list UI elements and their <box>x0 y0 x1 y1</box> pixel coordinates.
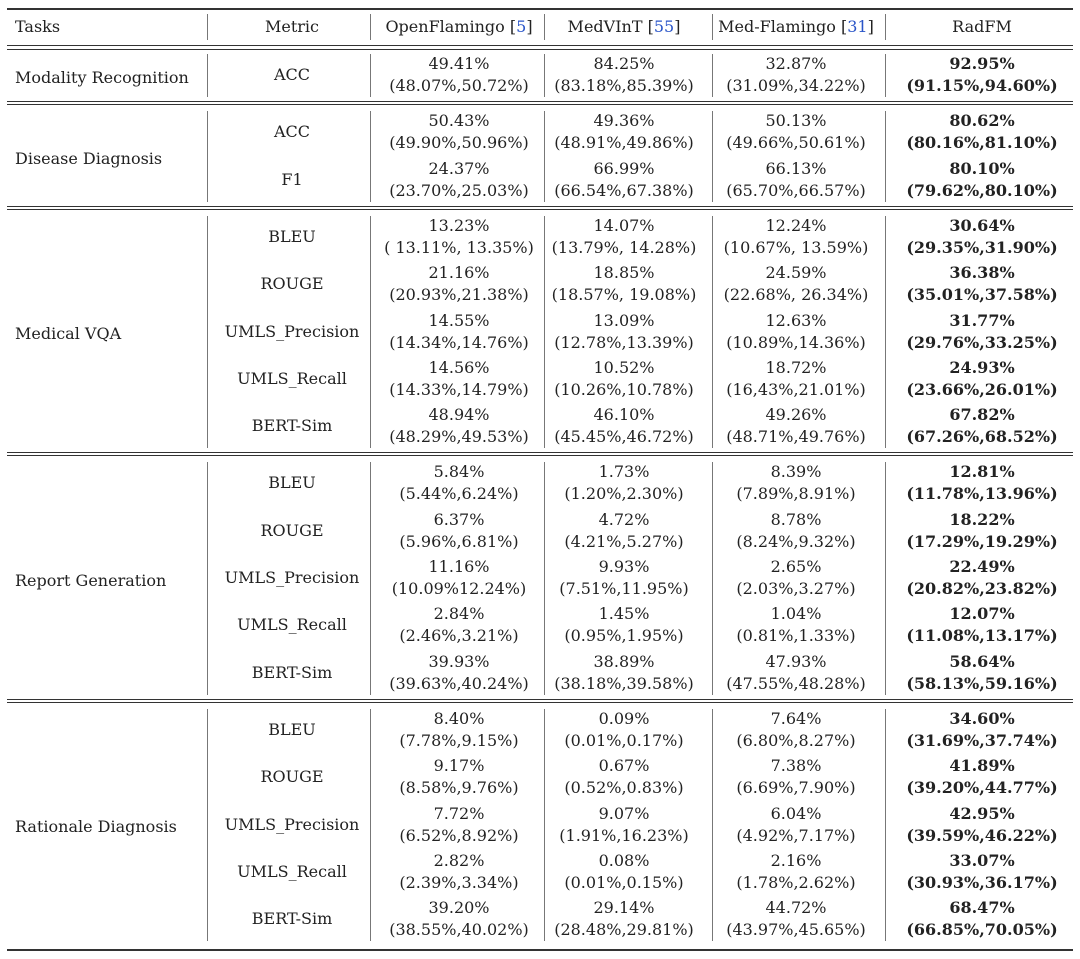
model-name: Med-Flamingo <box>718 17 836 36</box>
metric-value: 46.10% <box>593 405 655 425</box>
metric-value: 18.22% <box>949 509 1015 529</box>
metric-value: 14.56% <box>428 357 490 377</box>
confidence-interval: (28.48%,29.81%) <box>554 920 694 940</box>
metric-value: 6.37% <box>433 509 485 529</box>
column-divider <box>544 54 545 97</box>
confidence-interval: (11.78%,13.96%) <box>906 484 1058 504</box>
metric-value: 14.07% <box>593 215 655 235</box>
metric-value: 38.89% <box>593 651 655 671</box>
confidence-interval: (47.55%,48.28%) <box>726 673 866 693</box>
confidence-interval: (10.26%,10.78%) <box>554 379 694 399</box>
section-rule-second <box>7 209 1073 210</box>
metric-value: 66.99% <box>593 158 655 178</box>
section-rule <box>7 101 1073 102</box>
metric-value: 92.95% <box>949 54 1015 73</box>
confidence-interval: (48.71%,49.76%) <box>726 427 866 447</box>
metric-label: UMLS_Precision <box>224 321 360 341</box>
metric-value: 14.55% <box>428 310 490 330</box>
confidence-interval: (23.70%,25.03%) <box>389 180 529 200</box>
header-column-divider <box>712 14 713 40</box>
confidence-interval: (16,43%,21.01%) <box>726 379 866 399</box>
confidence-interval: (8.58%,9.76%) <box>399 778 519 798</box>
confidence-interval: (18.57%, 19.08%) <box>551 285 697 305</box>
confidence-interval: (80.16%,81.10%) <box>906 133 1058 153</box>
metric-value: 12.63% <box>765 310 827 330</box>
metric-label: UMLS_Recall <box>237 615 347 635</box>
confidence-interval: (29.76%,33.25%) <box>906 332 1058 352</box>
column-divider <box>712 54 713 97</box>
metric-value: 49.36% <box>593 111 655 131</box>
confidence-interval: (39.20%,44.77%) <box>906 778 1058 798</box>
metric-value: 12.07% <box>949 604 1015 624</box>
metric-value: 33.07% <box>949 850 1015 870</box>
header-model-medvint: MedVInT [55] <box>567 17 681 36</box>
confidence-interval: (12.78%,13.39%) <box>554 332 694 352</box>
column-divider <box>885 709 886 942</box>
confidence-interval: (30.93%,36.17%) <box>906 872 1058 892</box>
header-tasks: Tasks <box>15 17 61 36</box>
metric-value: 49.26% <box>765 405 827 425</box>
column-divider <box>712 111 713 202</box>
confidence-interval: (13.79%, 14.28%) <box>551 237 697 257</box>
confidence-interval: (83.18%,85.39%) <box>554 76 694 95</box>
confidence-interval: (23.66%,26.01%) <box>906 379 1058 399</box>
confidence-interval: (1.20%,2.30%) <box>564 484 684 504</box>
header-column-divider <box>370 14 371 40</box>
top-rule <box>7 8 1073 10</box>
metric-label: BERT-Sim <box>251 416 333 436</box>
metric-value: 24.59% <box>765 263 827 283</box>
header-model-med-flamingo: Med-Flamingo [31] <box>718 17 874 36</box>
confidence-interval: (6.52%,8.92%) <box>399 825 519 845</box>
task-label: Modality Recognition <box>15 67 189 87</box>
metric-value: 58.64% <box>949 651 1015 671</box>
column-divider <box>544 709 545 942</box>
metric-value: 4.72% <box>598 509 650 529</box>
header-model-radfm: RadFM <box>952 17 1012 36</box>
metric-value: 7.64% <box>770 708 822 728</box>
confidence-interval: (66.85%,70.05%) <box>906 920 1058 940</box>
confidence-interval: (14.33%,14.79%) <box>389 379 529 399</box>
header-metric: Metric <box>264 17 320 36</box>
metric-label: BLEU <box>268 719 316 739</box>
section-rule-second <box>7 702 1073 703</box>
column-divider <box>370 54 371 97</box>
confidence-interval: (14.34%,14.76%) <box>389 332 529 352</box>
column-divider <box>544 216 545 449</box>
metric-label: BERT-Sim <box>251 662 333 682</box>
column-divider <box>370 462 371 695</box>
metric-value: 80.62% <box>949 111 1015 131</box>
metric-value: 7.38% <box>770 756 822 776</box>
metric-label: BERT-Sim <box>251 909 333 929</box>
metric-value: 10.52% <box>593 357 655 377</box>
metric-value: 12.24% <box>765 215 827 235</box>
citation-link[interactable]: 31 <box>847 17 868 36</box>
confidence-interval: (10.09%12.24%) <box>391 579 527 598</box>
confidence-interval: (31.09%,34.22%) <box>726 76 866 95</box>
confidence-interval: (31.69%,37.74%) <box>906 730 1058 750</box>
confidence-interval: (20.82%,23.82%) <box>906 579 1058 598</box>
metric-label: ROUGE <box>260 767 324 787</box>
task-label: Rationale Diagnosis <box>15 817 177 837</box>
metric-value: 36.38% <box>949 263 1015 283</box>
column-divider <box>885 462 886 695</box>
metric-value: 50.43% <box>428 111 490 131</box>
metric-value: 29.14% <box>593 898 655 918</box>
column-divider <box>885 54 886 97</box>
confidence-interval: (48.91%,49.86%) <box>554 133 694 153</box>
confidence-interval: (10.67%, 13.59%) <box>723 237 869 257</box>
metric-value: 49.41% <box>428 54 490 73</box>
metric-value: 9.17% <box>433 756 485 776</box>
citation-link[interactable]: 55 <box>653 17 675 36</box>
metric-value: 42.95% <box>949 803 1015 823</box>
confidence-interval: (20.93%,21.38%) <box>389 285 529 305</box>
metric-label: ACC <box>273 122 311 142</box>
confidence-interval: (5.44%,6.24%) <box>399 484 519 504</box>
model-name: MedVInT <box>567 17 643 36</box>
confidence-interval: (6.69%,7.90%) <box>736 778 856 798</box>
confidence-interval: (1.91%,16.23%) <box>559 825 689 845</box>
metric-value: 21.16% <box>428 263 490 283</box>
metric-value: 30.64% <box>949 215 1015 235</box>
confidence-interval: (39.59%,46.22%) <box>906 825 1058 845</box>
confidence-interval: (8.24%,9.32%) <box>736 531 856 551</box>
metric-value: 24.93% <box>949 357 1015 377</box>
metric-value: 41.89% <box>949 756 1015 776</box>
confidence-interval: (11.08%,13.17%) <box>906 626 1058 646</box>
confidence-interval: (0.01%,0.15%) <box>564 872 684 892</box>
confidence-interval: (67.26%,68.52%) <box>906 427 1058 447</box>
metric-value: 68.47% <box>949 898 1015 918</box>
confidence-interval: (79.62%,80.10%) <box>906 180 1058 200</box>
confidence-interval: (43.97%,45.65%) <box>726 920 866 940</box>
confidence-interval: (0.81%,1.33%) <box>736 626 856 646</box>
column-divider <box>885 111 886 202</box>
metric-value: 0.09% <box>598 708 650 728</box>
confidence-interval: (35.01%,37.58%) <box>906 285 1058 305</box>
column-divider <box>207 111 208 202</box>
confidence-interval: (7.89%,8.91%) <box>736 484 856 504</box>
confidence-interval: (2.46%,3.21%) <box>399 626 519 646</box>
metric-value: 2.65% <box>770 557 822 576</box>
metric-value: 44.72% <box>765 898 827 918</box>
metric-value: 18.72% <box>765 357 827 377</box>
metric-value: 67.82% <box>949 405 1015 425</box>
metric-value: 80.10% <box>949 158 1015 178</box>
column-divider <box>712 462 713 695</box>
confidence-interval: (0.01%,0.17%) <box>564 730 684 750</box>
metric-value: 1.45% <box>598 604 650 624</box>
metric-label: BLEU <box>268 226 316 246</box>
column-divider <box>207 54 208 97</box>
metric-value: 18.85% <box>593 263 655 283</box>
column-divider <box>712 709 713 942</box>
section-rule-second <box>7 455 1073 456</box>
metric-value: 5.84% <box>433 462 485 482</box>
column-divider <box>885 216 886 449</box>
metric-label: UMLS_Recall <box>237 861 347 881</box>
metric-value: 8.39% <box>770 462 822 482</box>
confidence-interval: (29.35%,31.90%) <box>906 237 1058 257</box>
metric-value: 9.07% <box>598 803 650 823</box>
header-rule-second <box>7 49 1073 50</box>
citation-link[interactable]: 5 <box>516 17 527 36</box>
metric-value: 84.25% <box>593 54 655 73</box>
column-divider <box>544 462 545 695</box>
metric-label: UMLS_Recall <box>237 368 347 388</box>
column-divider <box>370 111 371 202</box>
section-rule <box>7 206 1073 207</box>
confidence-interval: (0.52%,0.83%) <box>564 778 684 798</box>
metric-value: 1.04% <box>770 604 822 624</box>
confidence-interval: (17.29%,19.29%) <box>906 531 1058 551</box>
metric-label: F1 <box>281 169 303 189</box>
column-divider <box>370 216 371 449</box>
metric-value: 50.13% <box>765 111 827 131</box>
metric-value: 66.13% <box>765 158 827 178</box>
metric-value: 2.16% <box>770 850 822 870</box>
metric-label: ACC <box>273 65 311 84</box>
confidence-interval: (48.29%,49.53%) <box>389 427 529 447</box>
confidence-interval: (4.21%,5.27%) <box>564 531 684 551</box>
metric-value: 39.20% <box>428 898 490 918</box>
confidence-interval: (0.95%,1.95%) <box>564 626 684 646</box>
metric-value: 2.84% <box>433 604 485 624</box>
task-label: Medical VQA <box>15 324 122 344</box>
metric-value: 13.23% <box>428 215 490 235</box>
metric-value: 31.77% <box>949 310 1015 330</box>
results-table <box>7 8 1073 952</box>
metric-value: 8.78% <box>770 509 822 529</box>
task-label: Report Generation <box>15 570 167 590</box>
confidence-interval: (22.68%, 26.34%) <box>723 285 869 305</box>
column-divider <box>207 216 208 449</box>
confidence-interval: (5.96%,6.81%) <box>399 531 519 551</box>
header-model-openflamingo: OpenFlamingo [5] <box>385 17 533 36</box>
confidence-interval: ( 13.11%, 13.35%) <box>384 237 534 257</box>
metric-value: 39.93% <box>428 651 490 671</box>
metric-value: 1.73% <box>598 462 650 482</box>
confidence-interval: (58.13%,59.16%) <box>906 673 1058 693</box>
section-rule-second <box>7 104 1073 105</box>
metric-value: 2.82% <box>433 850 485 870</box>
metric-value: 0.08% <box>598 850 650 870</box>
metric-value: 22.49% <box>949 557 1015 576</box>
confidence-interval: (4.92%,7.17%) <box>736 825 856 845</box>
metric-value: 48.94% <box>428 405 490 425</box>
metric-value: 8.40% <box>433 708 485 728</box>
metric-value: 32.87% <box>765 54 827 73</box>
section-rule <box>7 699 1073 700</box>
metric-value: 12.81% <box>949 462 1015 482</box>
task-label: Disease Diagnosis <box>15 148 163 168</box>
metric-value: 13.09% <box>593 310 655 330</box>
confidence-interval: (2.39%,3.34%) <box>399 872 519 892</box>
metric-value: 9.93% <box>598 557 650 576</box>
metric-value: 6.04% <box>770 803 822 823</box>
confidence-interval: (49.90%,50.96%) <box>389 133 529 153</box>
metric-label: BLEU <box>268 473 316 493</box>
confidence-interval: (65.70%,66.57%) <box>726 180 866 200</box>
bottom-rule <box>7 949 1073 951</box>
metric-value: 7.72% <box>433 803 485 823</box>
metric-value: 47.93% <box>765 651 827 671</box>
metric-value: 34.60% <box>949 708 1015 728</box>
confidence-interval: (2.03%,3.27%) <box>736 579 856 598</box>
confidence-interval: (91.15%,94.60%) <box>906 76 1058 95</box>
confidence-interval: (38.18%,39.58%) <box>554 673 694 693</box>
header-column-divider <box>544 14 545 40</box>
confidence-interval: (48.07%,50.72%) <box>389 76 529 95</box>
confidence-interval: (45.45%,46.72%) <box>554 427 694 447</box>
section-rule <box>7 452 1073 453</box>
confidence-interval: (10.89%,14.36%) <box>726 332 866 352</box>
header-column-divider <box>207 14 208 40</box>
confidence-interval: (49.66%,50.61%) <box>726 133 866 153</box>
confidence-interval: (1.78%,2.62%) <box>736 872 856 892</box>
metric-value: 0.67% <box>598 756 650 776</box>
metric-label: UMLS_Precision <box>224 814 360 834</box>
model-name: OpenFlamingo <box>385 17 505 36</box>
confidence-interval: (7.51%,11.95%) <box>559 579 689 598</box>
metric-label: ROUGE <box>260 274 324 294</box>
confidence-interval: (66.54%,67.38%) <box>554 180 694 200</box>
confidence-interval: (7.78%,9.15%) <box>399 730 519 750</box>
metric-value: 11.16% <box>428 557 490 576</box>
confidence-interval: (6.80%,8.27%) <box>736 730 856 750</box>
column-divider <box>207 709 208 942</box>
header-column-divider <box>885 14 886 40</box>
confidence-interval: (39.63%,40.24%) <box>389 673 529 693</box>
metric-label: ROUGE <box>260 520 324 540</box>
header-rule <box>7 45 1073 46</box>
confidence-interval: (38.55%,40.02%) <box>389 920 529 940</box>
metric-label: UMLS_Precision <box>224 568 360 587</box>
column-divider <box>207 462 208 695</box>
metric-value: 24.37% <box>428 158 490 178</box>
column-divider <box>544 111 545 202</box>
column-divider <box>712 216 713 449</box>
column-divider <box>370 709 371 942</box>
